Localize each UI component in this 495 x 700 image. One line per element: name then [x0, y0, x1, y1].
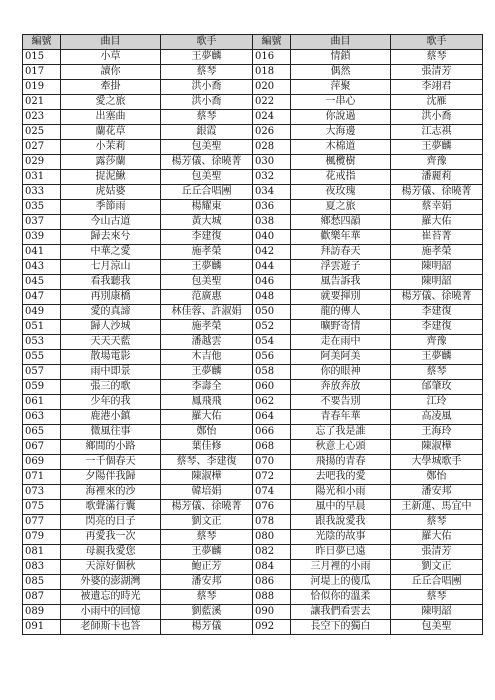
song-number: 019 [23, 80, 61, 95]
song-singer: 劉藍溪 [161, 605, 253, 620]
song-singer: 潘麗莉 [391, 170, 483, 185]
song-singer: 齊豫 [391, 155, 483, 170]
song-number: 027 [23, 140, 61, 155]
song-title: 忘了我是誰 [291, 425, 391, 440]
song-number: 083 [23, 560, 61, 575]
song-singer: 鮑正芳 [161, 560, 253, 575]
song-title: 愛之旅 [61, 95, 161, 110]
song-number: 032 [253, 170, 291, 185]
song-number: 051 [23, 320, 61, 335]
table-row [23, 275, 483, 290]
song-number: 030 [253, 155, 291, 170]
song-number: 081 [23, 545, 61, 560]
song-singer: 包美聖 [161, 275, 253, 290]
table-row [23, 125, 483, 140]
song-number: 052 [253, 320, 291, 335]
song-title: 萍聚 [291, 80, 391, 95]
song-singer: 鄭怡 [391, 470, 483, 485]
song-title: 阿美阿美 [291, 350, 391, 365]
song-singer: 李建復 [391, 320, 483, 335]
song-singer: 鄭怡 [161, 425, 253, 440]
song-title: 不要告別 [291, 395, 391, 410]
song-number: 071 [23, 470, 61, 485]
song-singer: 王夢麟 [161, 545, 253, 560]
song-number: 062 [253, 395, 291, 410]
song-title: 風中的早晨 [291, 500, 391, 515]
song-singer: 王夢麟 [161, 365, 253, 380]
song-number: 047 [23, 290, 61, 305]
table-row [23, 440, 483, 455]
song-title: 跟我說愛我 [291, 515, 391, 530]
song-singer: 蔡幸娟 [391, 200, 483, 215]
table-row [23, 185, 483, 200]
song-title: 鄉愁四韻 [291, 215, 391, 230]
song-number: 064 [253, 410, 291, 425]
song-singer: 包美聖 [161, 170, 253, 185]
song-number: 055 [23, 350, 61, 365]
song-number: 060 [253, 380, 291, 395]
song-singer: 楊芳儀 [161, 620, 253, 635]
song-singer: 李建復 [161, 230, 253, 245]
table-row [23, 335, 483, 350]
song-title: 季節雨 [61, 200, 161, 215]
table-row [23, 230, 483, 245]
song-title: 露莎蘭 [61, 155, 161, 170]
table-row [23, 155, 483, 170]
song-number: 049 [23, 305, 61, 320]
song-singer: 蔡琴 [161, 110, 253, 125]
song-number: 044 [253, 260, 291, 275]
song-singer: 韓培娟 [161, 485, 253, 500]
song-list-sheet [22, 34, 482, 635]
song-title: 楓欖樹 [291, 155, 391, 170]
song-singer: 王夢麟 [161, 260, 253, 275]
table-row [23, 290, 483, 305]
song-title: 奔放奔放 [291, 380, 391, 395]
song-title: 愛的真諦 [61, 305, 161, 320]
song-number: 043 [23, 260, 61, 275]
table-row [23, 575, 483, 590]
song-number: 088 [253, 590, 291, 605]
song-title: 牽掛 [61, 80, 161, 95]
song-title: 拜訪春天 [291, 245, 391, 260]
header-title-left: 曲目 [61, 35, 161, 50]
table-row [23, 515, 483, 530]
song-number: 015 [23, 50, 61, 65]
song-number: 080 [253, 530, 291, 545]
song-number: 075 [23, 500, 61, 515]
song-title: 小雨中的回憶 [61, 605, 161, 620]
song-title: 散場電影 [61, 350, 161, 365]
song-title: 捉泥鰍 [61, 170, 161, 185]
table-row [23, 395, 483, 410]
song-number: 038 [253, 215, 291, 230]
song-number: 017 [23, 65, 61, 80]
song-singer: 洪小喬 [161, 95, 253, 110]
song-number: 087 [23, 590, 61, 605]
song-number: 023 [23, 110, 61, 125]
table-row [23, 545, 483, 560]
header-number-right: 編號 [253, 35, 291, 50]
table-header-row [23, 35, 483, 50]
song-number: 037 [23, 215, 61, 230]
header-title-right: 曲目 [291, 35, 391, 50]
song-title: 長空下的獨白 [291, 620, 391, 635]
song-title: 夜玫瑰 [291, 185, 391, 200]
song-number: 029 [23, 155, 61, 170]
table-row [23, 80, 483, 95]
song-title: 歸人沙城 [61, 320, 161, 335]
song-singer: 陳明韶 [391, 605, 483, 620]
song-title: 再別康橋 [61, 290, 161, 305]
song-singer: 王夢麟 [161, 50, 253, 65]
song-number: 026 [253, 125, 291, 140]
song-singer: 李建復 [391, 305, 483, 320]
song-title: 中華之愛 [61, 245, 161, 260]
song-singer: 羅大佑 [391, 530, 483, 545]
song-title: 昨日夢已遠 [291, 545, 391, 560]
song-singer: 陳淑樺 [161, 470, 253, 485]
song-title: 恰似你的溫柔 [291, 590, 391, 605]
song-number: 054 [253, 335, 291, 350]
song-number: 077 [23, 515, 61, 530]
song-number: 074 [253, 485, 291, 500]
song-title: 微風往事 [61, 425, 161, 440]
song-number: 021 [23, 95, 61, 110]
song-singer: 林佳蓉、許淑娟 [161, 305, 253, 320]
table-row [23, 320, 483, 335]
song-number: 042 [253, 245, 291, 260]
song-number: 089 [23, 605, 61, 620]
song-singer: 施孝榮 [391, 245, 483, 260]
song-title: 閃亮的日子 [61, 515, 161, 530]
song-number: 073 [23, 485, 61, 500]
song-title: 你的眼神 [291, 365, 391, 380]
song-number: 057 [23, 365, 61, 380]
song-title: 一串心 [291, 95, 391, 110]
song-singer: 木吉他 [161, 350, 253, 365]
song-singer: 潘越雲 [161, 335, 253, 350]
song-number: 058 [253, 365, 291, 380]
song-number: 028 [253, 140, 291, 155]
table-row [23, 455, 483, 470]
song-singer: 楊芳儀、徐曉菁 [161, 500, 253, 515]
song-title: 七月涼山 [61, 260, 161, 275]
song-number: 086 [253, 575, 291, 590]
table-row [23, 380, 483, 395]
song-table-body [23, 50, 483, 635]
song-singer: 高凌風 [391, 410, 483, 425]
song-title: 母親我愛您 [61, 545, 161, 560]
table-row [23, 560, 483, 575]
song-number: 068 [253, 440, 291, 455]
table-row [23, 500, 483, 515]
table-row [23, 590, 483, 605]
song-title: 曠野寄情 [291, 320, 391, 335]
table-row [23, 530, 483, 545]
song-singer: 楊芳儀、徐曉菁 [391, 290, 483, 305]
song-singer: 丘丘合唱團 [391, 575, 483, 590]
table-row [23, 200, 483, 215]
song-title: 小茉莉 [61, 140, 161, 155]
header-singer-right: 歌手 [391, 35, 483, 50]
table-row [23, 350, 483, 365]
song-title: 雨中即景 [61, 365, 161, 380]
song-singer: 王海玲 [391, 425, 483, 440]
song-title: 海裡來的沙 [61, 485, 161, 500]
song-title: 飛揚的青春 [291, 455, 391, 470]
song-singer: 蔡琴 [391, 50, 483, 65]
song-title: 陽光和小雨 [291, 485, 391, 500]
song-number: 056 [253, 350, 291, 365]
song-singer: 洪小喬 [391, 110, 483, 125]
song-singer: 齊豫 [391, 335, 483, 350]
song-number: 092 [253, 620, 291, 635]
song-number: 090 [253, 605, 291, 620]
song-number: 079 [23, 530, 61, 545]
song-number: 076 [253, 500, 291, 515]
song-singer: 蔡琴 [391, 515, 483, 530]
song-title: 風告訴我 [291, 275, 391, 290]
table-row [23, 605, 483, 620]
table-row [23, 365, 483, 380]
table-row [23, 50, 483, 65]
table-row [23, 425, 483, 440]
song-singer: 包美聖 [391, 620, 483, 635]
song-title: 鄉間的小路 [61, 440, 161, 455]
table-row [23, 470, 483, 485]
table-row [23, 260, 483, 275]
song-number: 018 [253, 65, 291, 80]
song-title: 歡樂年華 [291, 230, 391, 245]
song-singer: 王夢麟 [391, 140, 483, 155]
song-title: 虎姑婆 [61, 185, 161, 200]
song-title: 三月裡的小雨 [291, 560, 391, 575]
table-row [23, 305, 483, 320]
song-title: 讀你 [61, 65, 161, 80]
song-singer: 黃大城 [161, 215, 253, 230]
song-singer: 蔡琴 [161, 65, 253, 80]
song-title: 看我聽我 [61, 275, 161, 290]
song-singer: 大學城歌手 [391, 455, 483, 470]
song-singer: 王新蓮、馬宜中 [391, 500, 483, 515]
song-title: 木棉道 [291, 140, 391, 155]
song-singer: 潘安邦 [161, 575, 253, 590]
song-number: 016 [253, 50, 291, 65]
song-title: 花戒指 [291, 170, 391, 185]
song-singer: 李壽全 [161, 380, 253, 395]
song-title: 天涼好個秋 [61, 560, 161, 575]
header-singer-left: 歌手 [161, 35, 253, 50]
song-number: 048 [253, 290, 291, 305]
song-title: 今山古道 [61, 215, 161, 230]
song-singer: 丘丘合唱團 [161, 185, 253, 200]
song-number: 061 [23, 395, 61, 410]
song-number: 024 [253, 110, 291, 125]
table-row [23, 215, 483, 230]
song-number: 066 [253, 425, 291, 440]
song-number: 072 [253, 470, 291, 485]
song-singer: 張清芳 [391, 545, 483, 560]
song-singer: 洪小喬 [161, 80, 253, 95]
song-number: 036 [253, 200, 291, 215]
song-title: 出塞曲 [61, 110, 161, 125]
song-title: 被遺忘的時光 [61, 590, 161, 605]
song-singer: 包美聖 [161, 140, 253, 155]
song-title: 鹿港小鎮 [61, 410, 161, 425]
song-title: 外婆的澎湖灣 [61, 575, 161, 590]
table-row [23, 410, 483, 425]
table-row [23, 140, 483, 155]
song-title: 偶然 [291, 65, 391, 80]
song-number: 022 [253, 95, 291, 110]
song-table [22, 34, 483, 635]
song-number: 039 [23, 230, 61, 245]
song-number: 082 [253, 545, 291, 560]
song-number: 085 [23, 575, 61, 590]
header-number-left: 編號 [23, 35, 61, 50]
song-number: 035 [23, 200, 61, 215]
song-singer: 陳明韶 [391, 260, 483, 275]
song-singer: 施孝榮 [161, 320, 253, 335]
song-title: 老師斯卡也答 [61, 620, 161, 635]
song-title: 大海邊 [291, 125, 391, 140]
song-number: 041 [23, 245, 61, 260]
song-title: 夏之旅 [291, 200, 391, 215]
song-number: 063 [23, 410, 61, 425]
table-row [23, 620, 483, 635]
song-title: 天天天藍 [61, 335, 161, 350]
song-singer: 蔡琴 [161, 590, 253, 605]
song-title: 光陰的故事 [291, 530, 391, 545]
song-singer: 蔡琴 [391, 365, 483, 380]
song-title: 青春年華 [291, 410, 391, 425]
song-number: 059 [23, 380, 61, 395]
song-number: 091 [23, 620, 61, 635]
song-number: 045 [23, 275, 61, 290]
song-title: 河堤上的傻瓜 [291, 575, 391, 590]
song-singer: 蔡琴 [161, 530, 253, 545]
song-number: 067 [23, 440, 61, 455]
song-number: 033 [23, 185, 61, 200]
table-row [23, 245, 483, 260]
song-singer: 陳淑樺 [391, 440, 483, 455]
song-title: 歌聲滿行囊 [61, 500, 161, 515]
song-singer: 楊耀東 [161, 200, 253, 215]
song-number: 065 [23, 425, 61, 440]
table-row [23, 65, 483, 80]
table-row [23, 485, 483, 500]
song-singer: 蔡琴 [391, 590, 483, 605]
song-singer: 潘安邦 [391, 485, 483, 500]
song-title: 情鎖 [291, 50, 391, 65]
song-singer: 羅大佑 [391, 215, 483, 230]
song-number: 025 [23, 125, 61, 140]
song-title: 蘭花草 [61, 125, 161, 140]
song-number: 046 [253, 275, 291, 290]
song-number: 053 [23, 335, 61, 350]
song-singer: 銀霞 [161, 125, 253, 140]
table-row [23, 170, 483, 185]
song-singer: 江玲 [391, 395, 483, 410]
song-singer: 鳳飛飛 [161, 395, 253, 410]
song-number: 070 [253, 455, 291, 470]
song-title: 再愛我一次 [61, 530, 161, 545]
song-singer: 張清芳 [391, 65, 483, 80]
song-number: 031 [23, 170, 61, 185]
song-singer: 蔡琴、李建復 [161, 455, 253, 470]
song-number: 078 [253, 515, 291, 530]
song-singer: 劉文正 [391, 560, 483, 575]
song-singer: 邰肇玫 [391, 380, 483, 395]
song-number: 034 [253, 185, 291, 200]
song-singer: 陳明韶 [391, 275, 483, 290]
song-singer: 李翊君 [391, 80, 483, 95]
song-singer: 葉佳修 [161, 440, 253, 455]
song-singer: 楊芳儀、徐曉菁 [391, 185, 483, 200]
song-title: 少年的我 [61, 395, 161, 410]
song-title: 去吧我的愛 [291, 470, 391, 485]
table-row [23, 95, 483, 110]
song-singer: 沈雁 [391, 95, 483, 110]
song-title: 你說過 [291, 110, 391, 125]
song-title: 秋意上心頭 [291, 440, 391, 455]
song-number: 084 [253, 560, 291, 575]
song-title: 張三的歌 [61, 380, 161, 395]
song-singer: 王夢麟 [391, 350, 483, 365]
song-title: 浮雲遊子 [291, 260, 391, 275]
song-title: 龍的傳人 [291, 305, 391, 320]
song-title: 就要揮別 [291, 290, 391, 305]
song-number: 069 [23, 455, 61, 470]
song-singer: 羅大佑 [161, 410, 253, 425]
song-singer: 劉文正 [161, 515, 253, 530]
song-title: 走在雨中 [291, 335, 391, 350]
song-number: 040 [253, 230, 291, 245]
table-row [23, 110, 483, 125]
song-title: 讓我們看雲去 [291, 605, 391, 620]
song-number: 020 [253, 80, 291, 95]
song-singer: 楊芳儀、徐曉菁 [161, 155, 253, 170]
song-singer: 崔苔菁 [391, 230, 483, 245]
song-number: 050 [253, 305, 291, 320]
song-title: 夕陽伴我歸 [61, 470, 161, 485]
song-singer: 范廣惠 [161, 290, 253, 305]
song-singer: 施孝榮 [161, 245, 253, 260]
song-title: 一千個春天 [61, 455, 161, 470]
song-title: 歸去來兮 [61, 230, 161, 245]
song-title: 小草 [61, 50, 161, 65]
song-singer: 江志祺 [391, 125, 483, 140]
